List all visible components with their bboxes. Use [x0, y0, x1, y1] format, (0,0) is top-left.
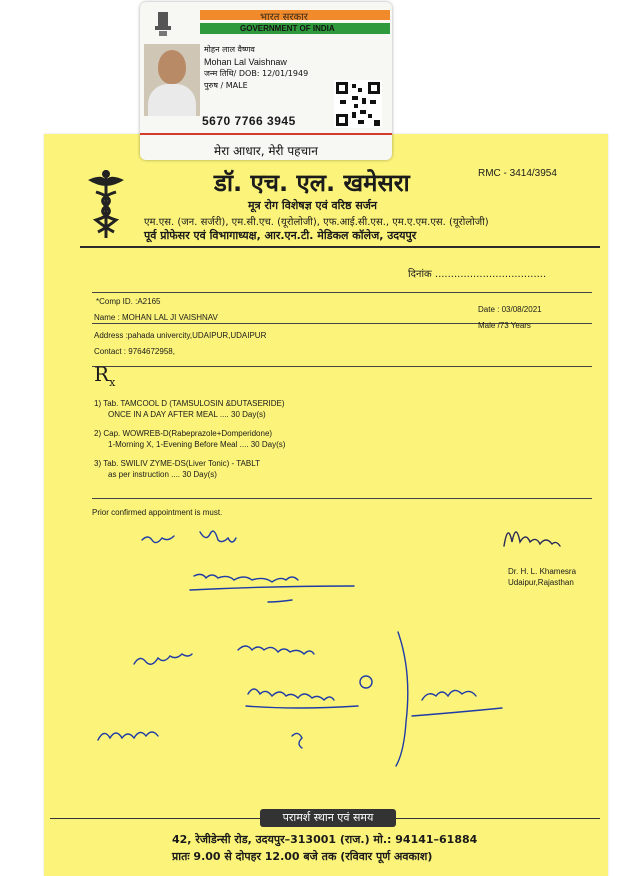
aadhaar-number: 5670 7766 3945	[202, 114, 296, 128]
name-hindi: मोहन लाल वैष्णव	[204, 45, 255, 54]
medicine-2: 2) Cap. WOWREB-D(Rabeprazole+Domperidone) 1-Morning X, 1-Evening Before Meal .... 30 Day(s)	[94, 429, 286, 449]
clinic-hours: प्रातः 9.00 से दोपहर 12.00 बजे तक (रविवार पूर्ण अवकाश)	[172, 850, 433, 863]
gender: पुरुष / MALE	[204, 81, 248, 90]
signatory-place: Udaipur,Rajasthan	[508, 578, 574, 587]
aadhaar-slogan: मेरा आधार, मेरी पहचान	[214, 144, 318, 158]
patient-address: Address :pahada univercity,UDAIPUR,UDAIPUR	[94, 331, 267, 340]
age-sex: Male /73 Years	[478, 321, 531, 330]
medicine-3: 3) Tab. SWILIV ZYME-DS(Liver Tonic) - TABLT as per instruction .... 30 Day(s)	[94, 459, 260, 479]
designation: पूर्व प्रोफेसर एवं विभागाध्यक्ष, आर.एन.टी. मेडिकल कॉलेज, उदयपुर	[144, 229, 417, 242]
gov-english: GOVERNMENT OF INDIA	[240, 24, 335, 33]
dob: जन्म तिथि/ DOB: 12/01/1949	[204, 69, 309, 78]
rx-symbol: $R_x$	[94, 362, 116, 389]
rmc-number: RMC - 3414/3954	[478, 168, 557, 179]
visit-date: Date : 03/08/2021	[478, 305, 542, 314]
comp-id: *Comp ID. :A2165	[96, 297, 161, 306]
signatory-name: Dr. H. L. Khamesra	[508, 567, 577, 576]
medicine-1: 1) Tab. TAMCOOL D (TAMSULOSIN &DUTASERIDE) ONCE IN A DAY AFTER MEAL .... 30 Day(s)	[94, 399, 285, 419]
doctor-name: डॉ. एच. एल. खमेसरा	[214, 169, 410, 197]
signatory	[508, 566, 576, 588]
name-english: Mohan Lal Vaishnaw	[204, 57, 287, 67]
consultation-label: परामर्श स्थान एवं समय	[260, 809, 396, 827]
degrees: एम.एस. (जन. सर्जरी), एम.सी.एच. (यूरोलोजी), एफ.आई.सी.एस., एम.ए.एम.एस. (यूरोलोजी)	[144, 217, 489, 228]
gov-hindi: भारत सरकार	[260, 12, 308, 23]
patient-name: Name : MOHAN LAL JI VAISHNAV	[94, 313, 218, 322]
specialty: मूत्र रोग विशेषज्ञ एवं वरिष्ठ सर्जन	[248, 199, 378, 212]
appointment-notice: Prior confirmed appointment is must.	[92, 508, 223, 517]
clinic-address: 42, रेजीडेन्सी रोड, उदयपुर–313001 (राज.) मो.: 94141–61884	[172, 833, 478, 846]
patient-contact: Contact : 9764672958,	[94, 347, 175, 356]
date-label: दिनांक ...................................	[408, 269, 547, 280]
